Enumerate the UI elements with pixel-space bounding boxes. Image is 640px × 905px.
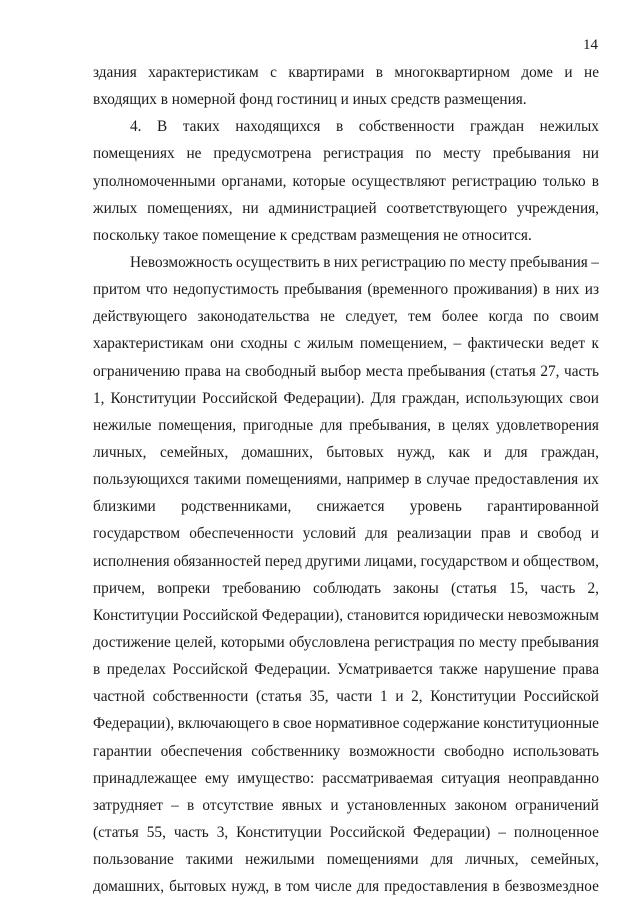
word: реализации	[396, 525, 472, 543]
word: в	[591, 172, 599, 190]
word: что	[145, 281, 168, 299]
word: пребывания	[284, 281, 363, 299]
word: 4.	[130, 118, 142, 136]
word: пребывания	[509, 253, 588, 271]
word: жилых	[93, 199, 138, 217]
word: Российской	[523, 688, 599, 706]
word: затрудняет	[93, 796, 163, 814]
word: более	[441, 308, 479, 326]
word: и	[395, 688, 404, 706]
word: свои	[569, 389, 599, 407]
word: неоправданно	[508, 769, 599, 787]
word: другими	[305, 552, 361, 570]
word: семейных,	[530, 851, 599, 869]
word: 35,	[309, 688, 329, 706]
text-line	[93, 629, 599, 656]
word: помещения,	[158, 416, 237, 434]
word: права	[562, 661, 599, 679]
word: перед	[264, 552, 302, 570]
word: прав	[480, 525, 511, 543]
text-line: поскольку такое помещение к средствам размещения не относится.	[93, 226, 532, 244]
word: –	[453, 335, 462, 353]
word: пребывания,	[349, 416, 431, 434]
word: (временного	[367, 281, 449, 299]
word: как	[448, 443, 470, 461]
word: свободно	[443, 742, 505, 760]
text-line	[93, 656, 599, 683]
word: следует,	[345, 308, 398, 326]
word: имущество:	[237, 769, 315, 787]
word: свобод	[537, 525, 582, 543]
text-line	[93, 765, 599, 792]
text-line	[93, 168, 599, 195]
word: в	[375, 64, 383, 81]
word: 1	[380, 688, 388, 706]
word: часть	[540, 579, 576, 597]
word: их	[583, 471, 599, 489]
word: ситуация	[441, 769, 501, 787]
word: предусмотрена	[213, 145, 312, 163]
word: включающего	[177, 715, 269, 733]
word: и	[330, 796, 339, 814]
text-line	[93, 303, 599, 330]
word: месту	[468, 253, 507, 271]
word: месту	[443, 145, 481, 163]
text-line	[93, 819, 599, 846]
word: 55,	[146, 823, 166, 841]
word: Конституции	[93, 606, 179, 624]
word: в	[414, 471, 422, 489]
word: (статья	[489, 362, 536, 380]
text-line	[93, 466, 599, 493]
justified-line	[93, 629, 599, 656]
word: вопреки	[157, 579, 211, 597]
justified-line	[130, 249, 599, 276]
word: к	[591, 335, 599, 353]
word: свободный	[245, 362, 317, 380]
text-line	[93, 412, 599, 439]
justified-line	[93, 330, 599, 357]
word: собственности	[152, 688, 249, 706]
word: 2,	[587, 579, 599, 597]
word: часть	[564, 362, 599, 380]
word: пригодные	[242, 416, 314, 434]
word: обеспечения	[160, 742, 243, 760]
text-line	[93, 602, 599, 629]
word: государством	[420, 552, 508, 570]
word: конституционные	[483, 715, 599, 733]
word: использующих	[465, 389, 564, 407]
justified-line	[93, 439, 599, 466]
word: для	[319, 416, 343, 434]
justified-line	[93, 303, 599, 330]
word: –	[498, 823, 506, 841]
word: органами,	[221, 172, 287, 190]
justified-line	[93, 168, 599, 195]
word: осуществить	[236, 253, 320, 271]
word: в	[93, 661, 101, 679]
word: обеспеченности	[189, 525, 294, 543]
justified-line	[93, 683, 599, 710]
word: для	[356, 878, 380, 896]
word: юридически	[423, 606, 504, 624]
word: личных,	[465, 851, 519, 869]
word: соответствующего	[386, 199, 508, 217]
word: проживания)	[453, 281, 538, 299]
word: тем	[408, 308, 432, 326]
word: нужд,	[231, 878, 270, 896]
word: нормативное	[315, 715, 400, 733]
word: Российской	[202, 389, 278, 407]
text-line	[93, 330, 599, 357]
word: полноценное	[513, 823, 599, 841]
word: Российской	[172, 661, 248, 679]
word: из	[584, 281, 599, 299]
justified-line	[93, 548, 599, 575]
word: регистрацию	[361, 253, 447, 271]
word: 1,	[93, 389, 105, 407]
justified-line	[93, 819, 599, 846]
word: лицами,	[364, 552, 417, 570]
text-line	[93, 385, 599, 412]
word: регистрацию	[451, 172, 537, 190]
text-line	[93, 439, 599, 466]
word: например	[346, 471, 410, 489]
word: исполнения	[93, 552, 170, 570]
justified-line	[93, 846, 599, 873]
word: своим	[559, 308, 599, 326]
word: и	[564, 64, 573, 81]
word: и	[483, 443, 492, 461]
word: ограничению	[93, 362, 181, 380]
word: частной	[93, 688, 145, 706]
justified-line	[93, 738, 599, 765]
text-line	[93, 873, 599, 900]
word: по	[449, 253, 466, 271]
word: Федерации.	[254, 661, 331, 679]
word: причем,	[93, 579, 146, 597]
word: по	[458, 633, 475, 651]
word: В	[157, 118, 168, 136]
word: пользующихся	[93, 471, 190, 489]
justified-line	[93, 520, 599, 547]
word: законом	[454, 796, 507, 814]
word: граждан,	[541, 443, 599, 461]
text-line	[93, 113, 599, 140]
word: том	[286, 878, 310, 896]
text-line	[93, 520, 599, 547]
word: пользование	[93, 851, 174, 869]
word: законы	[393, 579, 439, 597]
word: не	[319, 308, 335, 326]
word: пребывания	[492, 145, 571, 163]
word: помещением,	[359, 335, 448, 353]
word: по	[533, 308, 550, 326]
word: них	[333, 253, 358, 271]
word: целей,	[175, 633, 217, 651]
word: уровень	[409, 498, 462, 516]
justified-line	[93, 710, 599, 737]
text-line	[93, 276, 599, 303]
word: 3,	[216, 823, 229, 841]
word: на	[225, 362, 241, 380]
word: –	[171, 796, 179, 814]
word: достижение	[93, 633, 171, 651]
word: в	[437, 416, 446, 434]
word: использовать	[513, 742, 599, 760]
word: в	[272, 715, 280, 733]
justified-line	[93, 140, 599, 167]
word: в	[542, 281, 551, 299]
word: личных,	[93, 443, 147, 461]
word: фактически	[467, 335, 544, 353]
word: нежилых	[539, 118, 599, 136]
word: месту	[479, 633, 517, 651]
justified-line	[93, 195, 599, 222]
word: места	[365, 362, 403, 380]
word: Федерации).	[283, 389, 365, 407]
text-line	[93, 59, 599, 86]
word: характеристикам	[93, 335, 204, 353]
word: близкими	[93, 498, 156, 516]
word: по	[415, 145, 432, 163]
text-line	[93, 846, 599, 873]
word: Конституции	[430, 688, 516, 706]
text-line	[93, 683, 599, 710]
justified-line	[130, 113, 599, 140]
word: регистрация	[374, 633, 455, 651]
word: числе	[314, 878, 352, 896]
word: в	[492, 878, 500, 896]
document-body	[93, 59, 599, 900]
word: нужд,	[397, 443, 436, 461]
justified-line	[93, 792, 599, 819]
word: –	[591, 253, 599, 271]
word: установленных	[346, 796, 447, 814]
word: администрацией	[268, 199, 377, 217]
word: Российской	[329, 823, 406, 841]
justified-line	[93, 385, 599, 412]
justified-line	[93, 466, 599, 493]
page-number: 14	[583, 37, 598, 53]
word: находящихся	[235, 118, 321, 136]
word: обязанностей	[173, 552, 262, 570]
text-line	[93, 710, 599, 737]
text-line	[93, 548, 599, 575]
word: осуществляют	[351, 172, 446, 190]
word: рассматриваемая	[322, 769, 433, 787]
justified-line	[93, 493, 599, 520]
word: случае	[426, 471, 470, 489]
word: 27,	[540, 362, 560, 380]
word: Федерации),	[93, 715, 175, 733]
word: когда	[488, 308, 523, 326]
word: которыми	[220, 633, 285, 651]
word: обусловлена	[289, 633, 370, 651]
word: ограничений	[515, 796, 599, 814]
word: домашних,	[93, 878, 165, 896]
word: явных	[281, 796, 323, 814]
word: бытовых	[326, 443, 384, 461]
word: в	[323, 253, 331, 271]
word: семейных,	[159, 443, 229, 461]
word: снижается	[316, 498, 385, 516]
word: 2,	[411, 688, 423, 706]
word: действующего	[93, 308, 188, 326]
justified-line	[93, 412, 599, 439]
word: 15,	[509, 579, 529, 597]
text-line	[93, 140, 599, 167]
word: учреждения,	[516, 199, 599, 217]
word: требованию	[222, 579, 301, 597]
word: помещениях	[93, 145, 175, 163]
word: законодательства	[197, 308, 310, 326]
word: Для	[370, 389, 396, 407]
word: характеристикам	[148, 64, 259, 81]
word: граждан	[470, 118, 525, 136]
justified-line	[93, 575, 599, 602]
word: Федерации),	[261, 606, 344, 624]
word: сходны	[240, 335, 288, 353]
word: такими	[185, 851, 234, 869]
word: которые	[292, 172, 346, 190]
word: отсутствие	[202, 796, 274, 814]
justified-line	[93, 59, 599, 86]
word: (статья	[93, 823, 139, 841]
word: части	[336, 688, 373, 706]
justified-line	[93, 765, 599, 792]
word: помещениями,	[245, 471, 342, 489]
word: пределах	[106, 661, 166, 679]
word: ни	[582, 145, 599, 163]
word: Федерации)	[412, 823, 491, 841]
word: ни	[242, 199, 259, 217]
word: ведет	[550, 335, 586, 353]
word: с	[293, 335, 301, 353]
word: для	[365, 525, 388, 543]
word: часть	[173, 823, 209, 841]
word: возможности	[349, 742, 436, 760]
word: не	[584, 64, 599, 81]
justified-line	[93, 276, 599, 303]
word: ему	[205, 769, 230, 787]
word: в	[186, 796, 195, 814]
word: для	[505, 443, 528, 461]
word: также	[439, 661, 478, 679]
word: только	[542, 172, 586, 190]
word: условий	[302, 525, 357, 543]
text-line	[93, 249, 599, 276]
word: обществом,	[523, 552, 599, 570]
justified-line	[93, 602, 599, 629]
word: безвозмездное	[504, 878, 599, 896]
word: для	[430, 851, 454, 869]
word: Конституции	[110, 389, 197, 407]
word: предоставления	[474, 471, 579, 489]
word: гарантии	[93, 742, 152, 760]
word: Невозможность	[130, 253, 233, 271]
word: регистрация	[323, 145, 404, 163]
word: такими	[193, 471, 242, 489]
text-line	[93, 195, 599, 222]
word: граждан,	[401, 389, 460, 407]
word: недопустимость	[172, 281, 279, 299]
justified-line	[93, 656, 599, 683]
word: не	[186, 145, 202, 163]
word: в	[335, 118, 344, 136]
word: и	[511, 552, 520, 570]
word: Усматривается	[337, 661, 433, 679]
word: (статья	[450, 579, 497, 597]
word: родственниками,	[181, 498, 292, 516]
word: становится	[346, 606, 420, 624]
word: целях	[451, 416, 490, 434]
word: нежилые	[93, 416, 152, 434]
word: Конституции	[236, 823, 322, 841]
word: притом	[93, 281, 141, 299]
word: собственнику	[251, 742, 341, 760]
word: пребывания	[521, 633, 599, 651]
word: домашних,	[241, 443, 313, 461]
word: соблюдать	[313, 579, 381, 597]
word: пребывания	[407, 362, 486, 380]
word: многоквартирном	[394, 64, 510, 81]
word: свое	[283, 715, 312, 733]
word: нежилыми	[245, 851, 315, 869]
word: содержание	[402, 715, 480, 733]
word: они	[209, 335, 234, 353]
word: таких	[182, 118, 220, 136]
word: здания	[93, 64, 137, 81]
word: помещениях,	[147, 199, 233, 217]
word: гарантированной	[487, 498, 599, 516]
text-line	[93, 738, 599, 765]
word: помещениями	[326, 851, 419, 869]
word: государством	[93, 525, 181, 543]
word: права	[184, 362, 221, 380]
word: удовлетворения	[496, 416, 599, 434]
text-line	[93, 575, 599, 602]
word: невозможным	[507, 606, 599, 624]
word: и	[519, 525, 529, 543]
word: (статья	[255, 688, 302, 706]
word: Российской	[182, 606, 258, 624]
word: жилым	[307, 335, 354, 353]
word: с	[270, 64, 277, 81]
text-line: входящих в номерной фонд гостиниц и иных средств размещения.	[93, 91, 527, 109]
word: квартирами	[288, 64, 365, 81]
word: собственности	[358, 118, 455, 136]
word: бытовых	[169, 878, 227, 896]
word: и	[590, 525, 599, 543]
word: нарушение	[484, 661, 556, 679]
word: принадлежащее	[93, 769, 197, 787]
justified-line	[93, 873, 599, 900]
text-line	[93, 792, 599, 819]
word: доме	[521, 64, 553, 81]
justified-line	[93, 358, 599, 385]
word: в	[274, 878, 282, 896]
word: выбор	[320, 362, 362, 380]
word: них	[555, 281, 580, 299]
word: предоставления	[384, 878, 488, 896]
word: уполномоченными	[93, 172, 216, 190]
text-line	[93, 493, 599, 520]
text-line	[93, 358, 599, 385]
